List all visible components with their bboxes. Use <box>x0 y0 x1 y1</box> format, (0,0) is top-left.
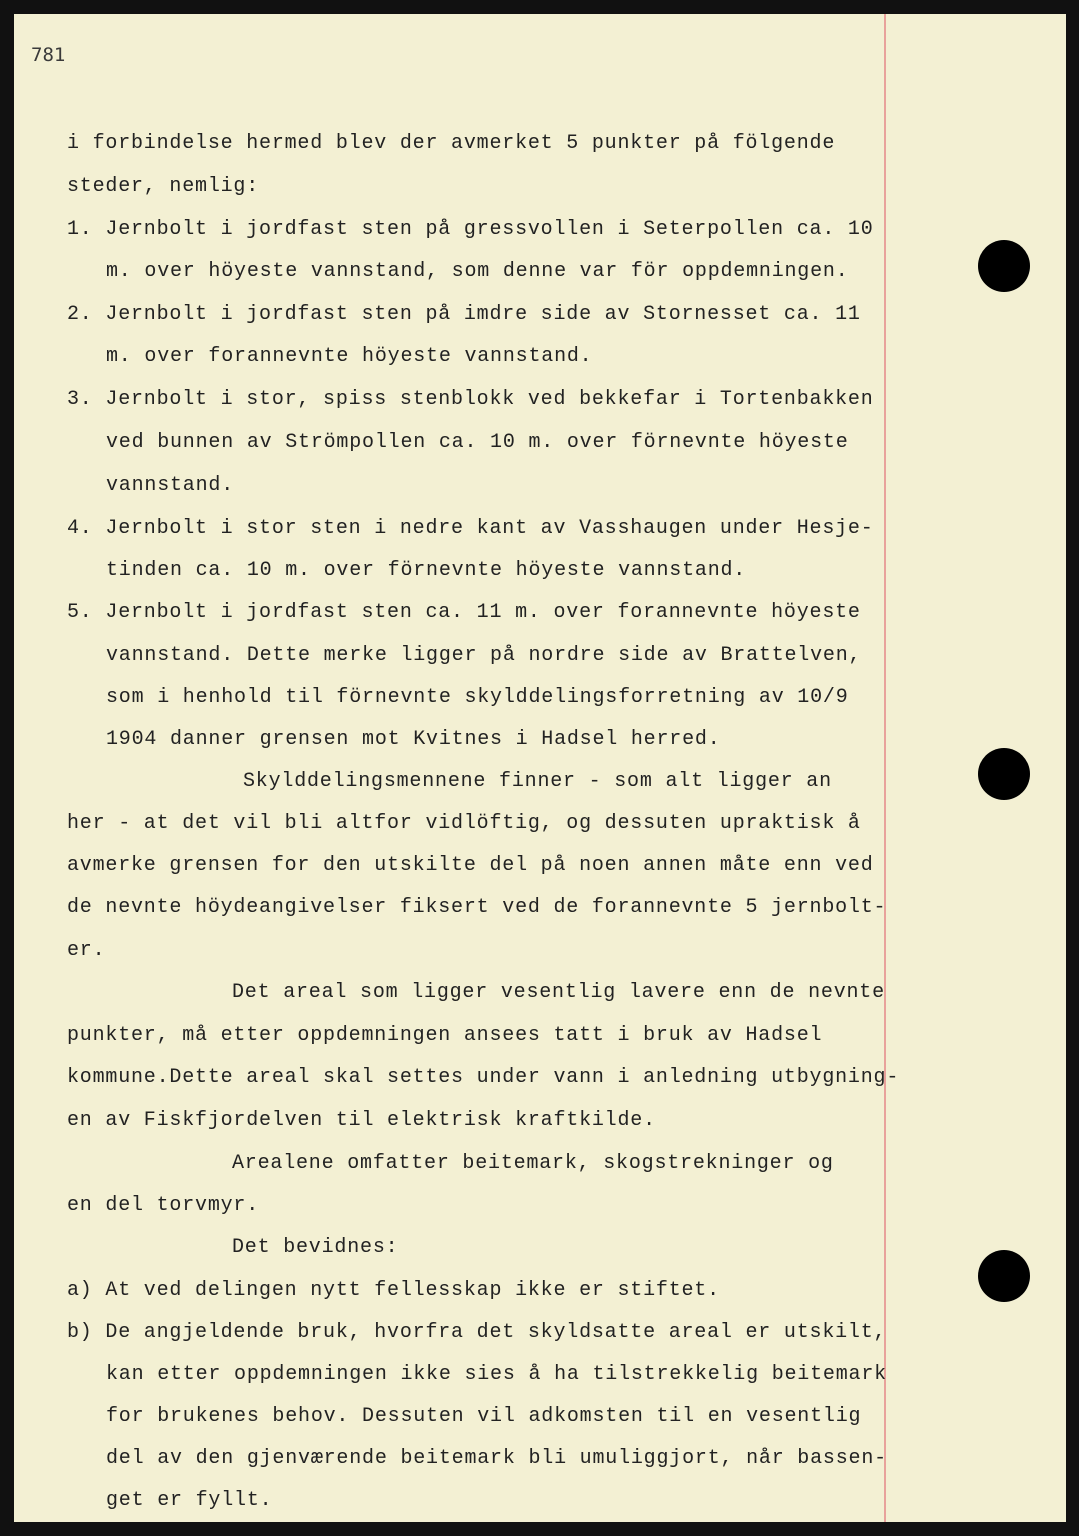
text-line: en av Fiskfjordelven til elektrisk kraftkilde. <box>67 1109 656 1132</box>
text-line: kommune.Dette areal skal settes under vann i anledning utbygning- <box>67 1066 900 1089</box>
page-number: 781 <box>31 44 66 66</box>
text-line: her - at det vil bli altfor vidlöftig, og dessuten upraktisk å <box>67 812 861 835</box>
text-line: en del torvmyr. <box>67 1194 260 1217</box>
text-line: de nevnte höydeangivelser fiksert ved de forannevnte 5 jernbolt- <box>67 896 887 919</box>
punch-hole <box>978 748 1030 800</box>
text-line: steder, nemlig: <box>67 175 260 198</box>
text-line: i forbindelse hermed blev der avmerket 5 punkter på fölgende <box>67 132 836 155</box>
text-line: Det bevidnes: <box>232 1236 399 1259</box>
text-line: avmerke grensen for den utskilte del på noen annen måte enn ved <box>67 854 874 877</box>
text-line: m. over forannevnte höyeste vannstand. <box>106 345 593 368</box>
document-page <box>14 14 1066 1522</box>
text-line: vannstand. <box>106 474 235 497</box>
text-line: b) De angjeldende bruk, hvorfra det skyldsatte areal er utskilt, <box>67 1321 887 1344</box>
text-line: get er fyllt. <box>106 1489 273 1512</box>
text-line: ved bunnen av Strömpollen ca. 10 m. over förnevnte höyeste <box>106 431 849 454</box>
text-line: for brukenes behov. Dessuten vil adkomsten til en vesentlig <box>106 1405 862 1428</box>
text-line: 5. Jernbolt i jordfast sten ca. 11 m. over forannevnte höyeste <box>67 601 861 624</box>
punch-hole <box>978 240 1030 292</box>
text-line: vannstand. Dette merke ligger på nordre side av Brattelven, <box>106 644 862 667</box>
text-line: Skylddelingsmennene finner - som alt ligger an <box>243 770 832 793</box>
text-line: Arealene omfatter beitemark, skogstrekninger og <box>232 1152 834 1175</box>
text-line: del av den gjenværende beitemark bli umuliggjort, når bassen- <box>106 1447 887 1470</box>
text-line: 4. Jernbolt i stor sten i nedre kant av Vasshaugen under Hesje- <box>67 517 874 540</box>
text-line: 2. Jernbolt i jordfast sten på imdre side av Stornesset ca. 11 <box>67 303 861 326</box>
text-line: 1. Jernbolt i jordfast sten på gressvollen i Seterpollen ca. 10 <box>67 218 874 241</box>
margin-line <box>884 14 886 1522</box>
text-line: a) At ved delingen nytt fellesskap ikke er stiftet. <box>67 1279 720 1302</box>
punch-hole <box>978 1250 1030 1302</box>
text-line: punkter, må etter oppdemningen ansees tatt i bruk av Hadsel <box>67 1024 823 1047</box>
text-line: som i henhold til förnevnte skylddelingsforretning av 10/9 <box>106 686 849 709</box>
text-line: 1904 danner grensen mot Kvitnes i Hadsel herred. <box>106 728 721 751</box>
text-line: m. over höyeste vannstand, som denne var för oppdemningen. <box>106 260 849 283</box>
text-line: kan etter oppdemningen ikke sies å ha tilstrekkelig beitemark <box>106 1363 887 1386</box>
text-line: er. <box>67 939 106 962</box>
text-line: 3. Jernbolt i stor, spiss stenblokk ved bekkefar i Tortenbakken <box>67 388 874 411</box>
text-line: tinden ca. 10 m. over förnevnte höyeste vannstand. <box>106 559 747 582</box>
text-line: Det areal som ligger vesentlig lavere enn de nevnte <box>232 981 885 1004</box>
